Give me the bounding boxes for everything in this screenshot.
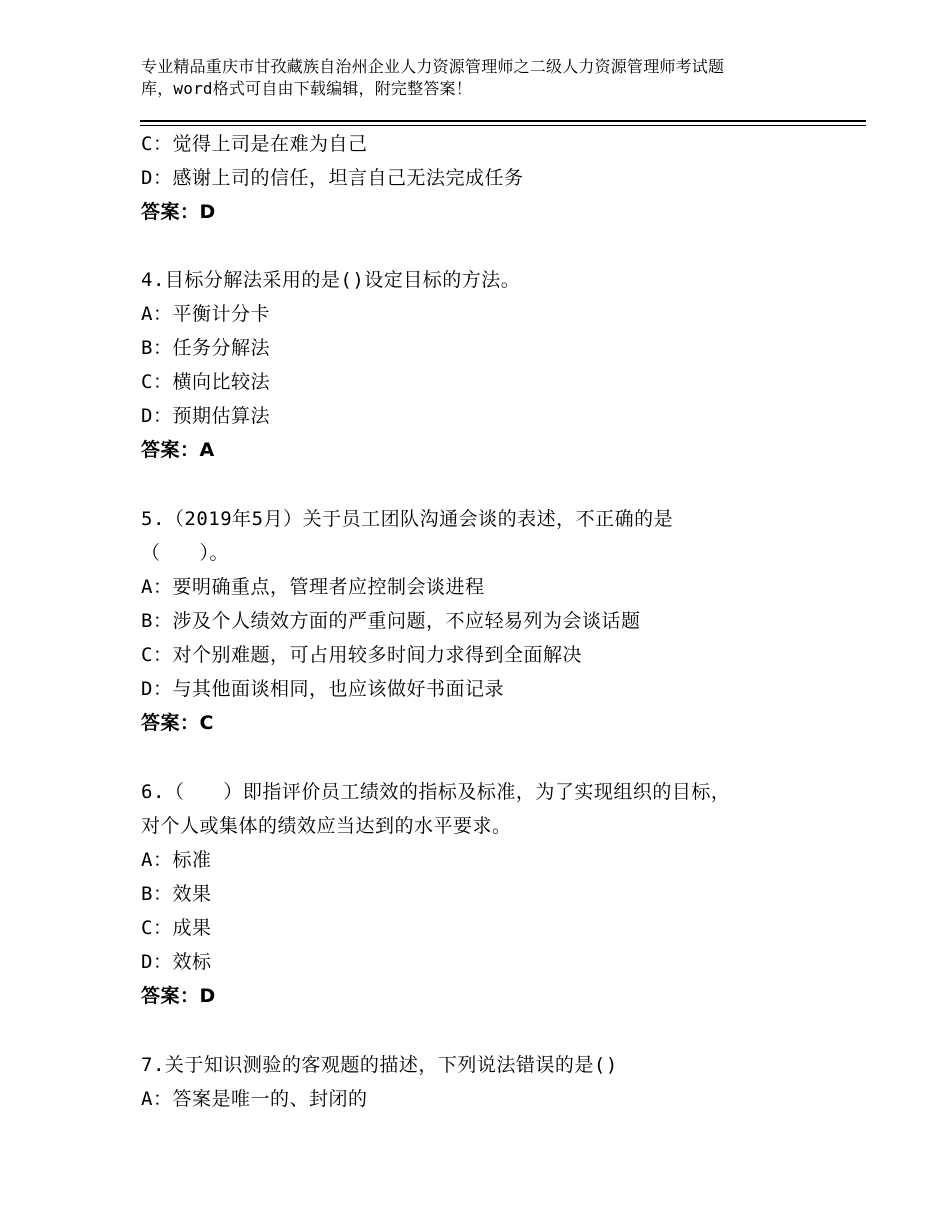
q6-option-c: C：成果 [141, 917, 212, 939]
q6-option-a: A：标准 [141, 849, 212, 871]
header-line-1: 专业精品重庆市甘孜藏族自治州企业人力资源管理师之二级人力资源管理师考试题 [141, 57, 725, 76]
q5-option-c: C：对个别难题，可占用较多时间力求得到全面解决 [141, 644, 582, 666]
q3-answer: 答案：D [141, 201, 216, 223]
q5-option-b: B：涉及个人绩效方面的严重问题，不应轻易列为会谈话题 [141, 610, 641, 632]
q7-question: 7.关于知识测验的客观题的描述，下列说法错误的是() [141, 1054, 618, 1076]
q5-option-d: D：与其他面谈相同，也应该做好书面记录 [141, 678, 504, 700]
header-line-2: 库，word格式可自由下载编辑，附完整答案！ [141, 79, 472, 98]
q4-answer: 答案：A [141, 439, 215, 461]
q5-question-line-1: 5.（2019年5月）关于员工团队沟通会谈的表述，不正确的是 [141, 508, 674, 530]
q4-option-c: C：横向比较法 [141, 371, 270, 393]
q6-option-b: B：效果 [141, 883, 212, 905]
q6-question-line-2: 对个人或集体的绩效应当达到的水平要求。 [141, 815, 512, 837]
q3-option-c: C：觉得上司是在难为自己 [141, 133, 368, 155]
q6-answer: 答案：D [141, 985, 216, 1007]
q6-question-line-1: 6.（ ）即指评价员工绩效的指标及标准，为了实现组织的目标， [141, 781, 731, 803]
q3-option-d: D：感谢上司的信任，坦言自己无法完成任务 [141, 167, 524, 189]
q7-option-a: A：答案是唯一的、封闭的 [141, 1088, 368, 1110]
q4-question: 4.目标分解法采用的是()设定目标的方法。 [141, 269, 521, 291]
q5-option-a: A：要明确重点，管理者应控制会谈进程 [141, 576, 485, 598]
document-header [141, 56, 841, 100]
header-rule-thick [140, 120, 866, 122]
q6-option-d: D：效标 [141, 951, 212, 973]
header-rule-thin [140, 125, 866, 126]
q4-option-b: B：任务分解法 [141, 337, 270, 359]
q5-question-line-2: （ ）。 [141, 542, 230, 564]
q4-option-d: D：预期估算法 [141, 405, 270, 427]
q5-answer: 答案：C [141, 712, 214, 734]
q4-option-a: A：平衡计分卡 [141, 303, 270, 325]
